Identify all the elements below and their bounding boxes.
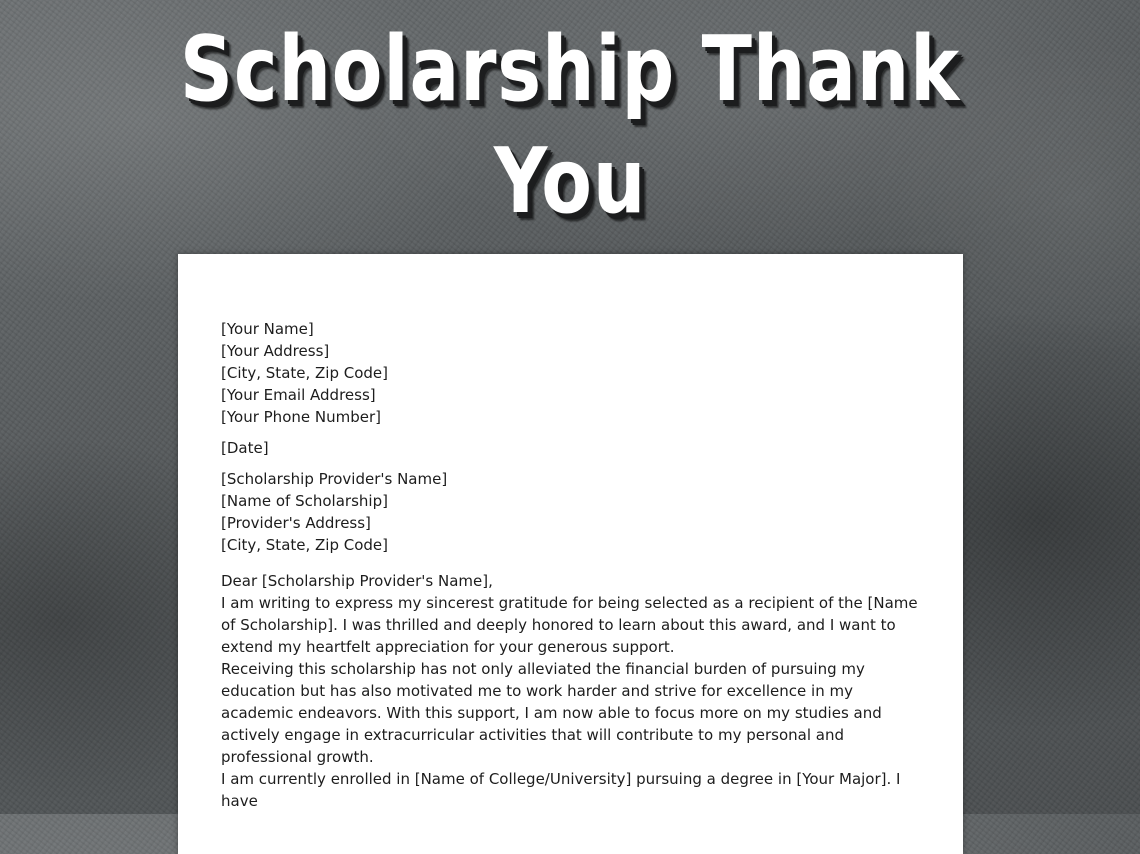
sender-email: [Your Email Address] [221,386,376,404]
letter-date: [Date] [221,439,269,457]
paragraph-3: I am currently enrolled in [Name of College/University] pursuing a degree in [Your Major]. I have [221,770,901,810]
salutation [221,570,921,592]
sender-address: [Your Address] [221,342,330,360]
sender-phone: [Your Phone Number] [221,408,381,426]
letter-body [221,318,921,812]
letter-paper [178,254,963,854]
sender-name: [Your Name] [221,320,314,338]
scholarship-name: [Name of Scholarship] [221,492,388,510]
recipient-address: [Provider's Address] [221,514,371,532]
date-block [221,437,921,459]
title-line-1: Scholarship Thank You [179,17,961,234]
recipient-name: [Scholarship Provider's Name] [221,470,448,488]
recipient-address-block [221,468,921,556]
recipient-city-state-zip: [City, State, Zip Code] [221,536,389,554]
paragraph-1: I am writing to express my sincerest gratitude for being selected as a recipient of the [Name of Scholarship]. I was thrilled and deeply honored to learn about this award, and I want to extend my heartfelt appreciation for your generous support. [221,594,918,656]
sender-city-state-zip: [City, State, Zip Code] [221,364,389,382]
sender-address-block [221,318,921,428]
salutation-text: Dear [Scholarship Provider's Name], [221,572,493,590]
paragraph-2: Receiving this scholarship has not only alleviated the financial burden of pursuing my education but has also motivated me to work harder and strive for excellence in my academic endeavors. With this support, I am now able to focus more on my studies and actively engage in extracurricular activities that will contribute to my personal and professional growth. [221,660,882,766]
